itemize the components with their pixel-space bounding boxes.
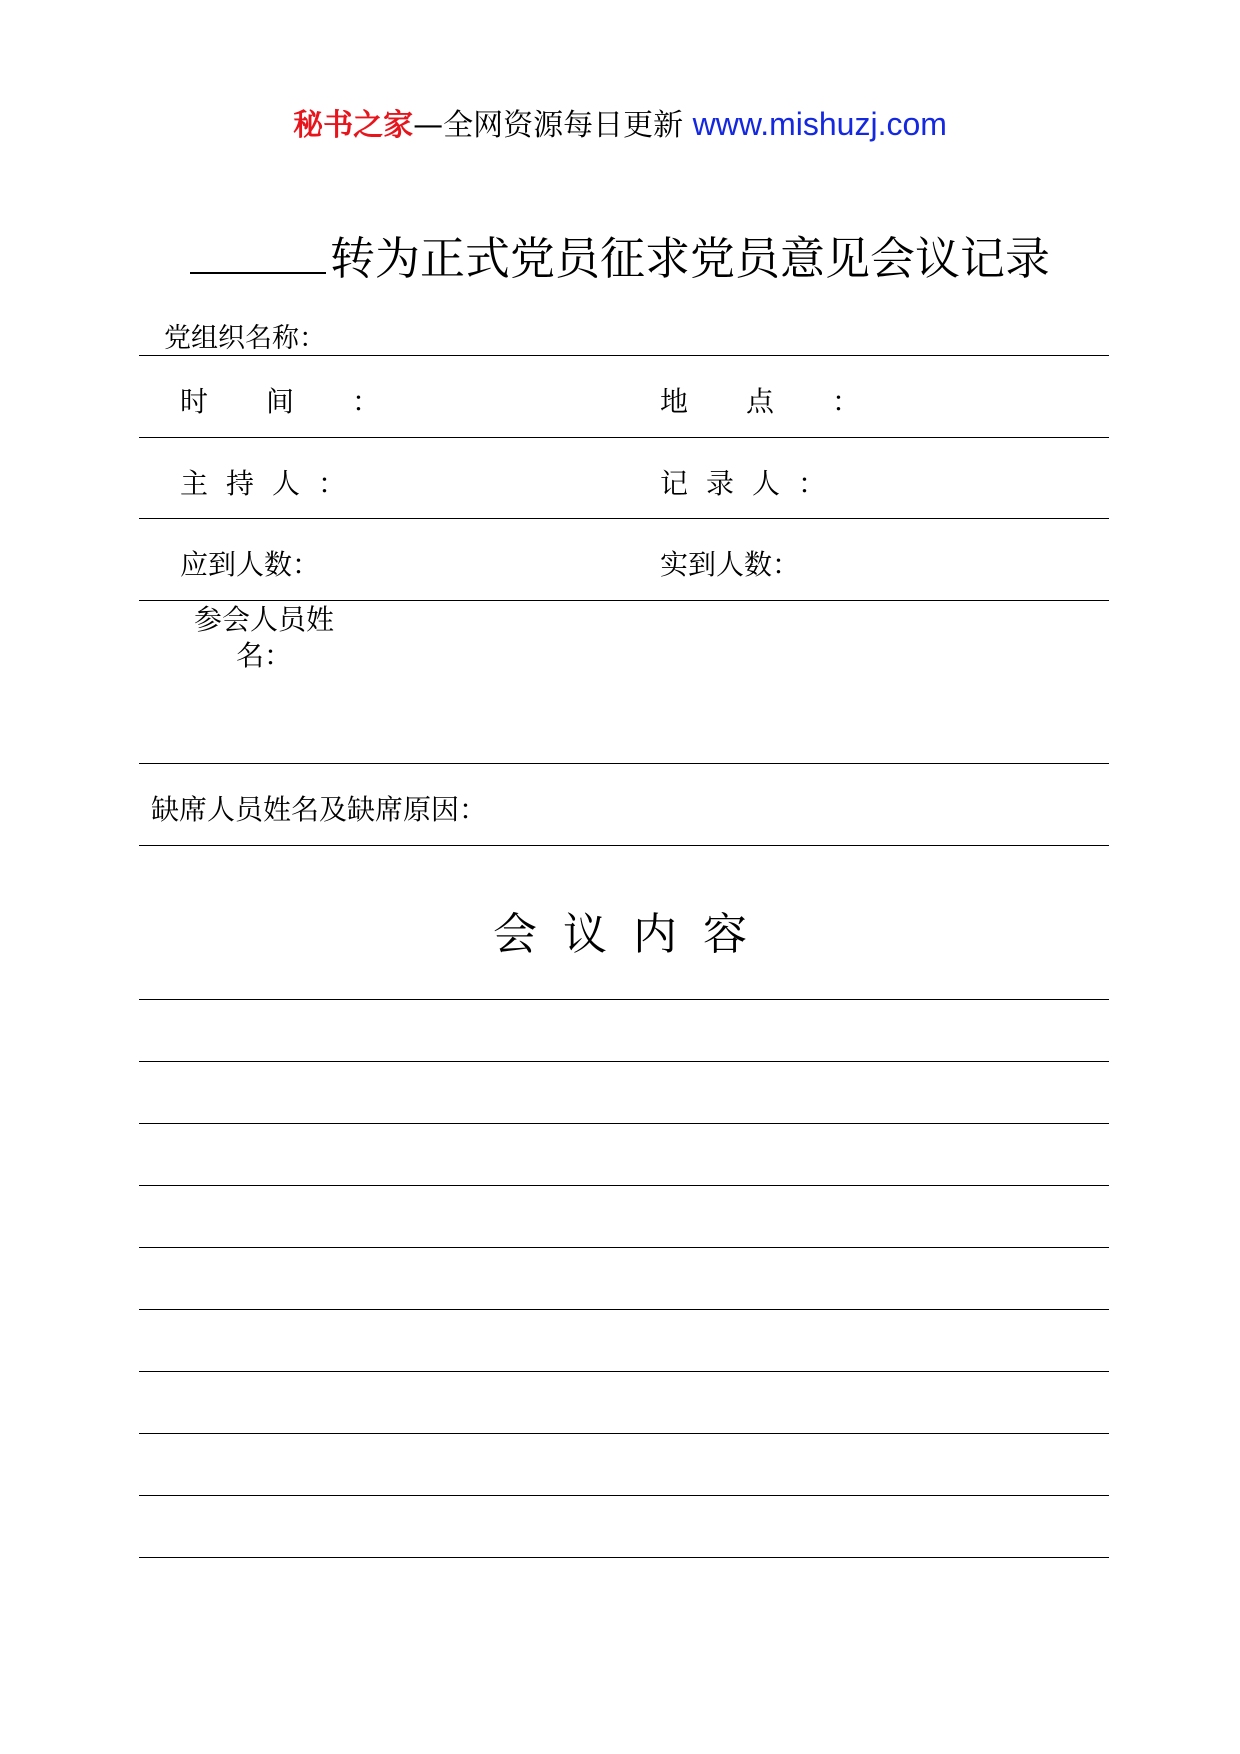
- divider-line: [139, 355, 1109, 356]
- content-line[interactable]: [139, 1061, 1109, 1062]
- divider-line: [139, 763, 1109, 764]
- site-url-link[interactable]: www.mishuzj.com: [692, 106, 947, 142]
- content-line[interactable]: [139, 1433, 1109, 1434]
- document-title-text: 转为正式党员征求党员意见会议记录: [329, 232, 1050, 285]
- host-label: 主持人：: [180, 467, 365, 500]
- org-name-label: 党组织名称：: [164, 323, 326, 354]
- recorder-label: 记录人：: [660, 467, 845, 500]
- content-line[interactable]: [139, 1185, 1109, 1186]
- document-title: [0, 222, 1240, 287]
- place-label: 地点：: [660, 385, 919, 418]
- content-line[interactable]: [139, 1495, 1109, 1496]
- actual-count-label: 实到人数：: [660, 548, 801, 581]
- expected-count-label: 应到人数：: [180, 548, 321, 581]
- time-label: 时间：: [180, 385, 439, 418]
- content-line[interactable]: [139, 999, 1109, 1000]
- divider-line: [139, 437, 1109, 438]
- content-line[interactable]: [139, 1247, 1109, 1248]
- divider-line: [139, 600, 1109, 601]
- absent-label: 缺席人员姓名及缺席原因：: [151, 793, 488, 826]
- site-header: [0, 100, 1240, 144]
- meeting-content-title: 会议内容: [493, 909, 773, 960]
- brand-name: 秘书之家: [293, 108, 414, 143]
- content-line[interactable]: [139, 1371, 1109, 1372]
- attendees-label: 参会人员姓名：: [193, 603, 334, 672]
- content-line[interactable]: [139, 1557, 1109, 1558]
- divider-line: [139, 518, 1109, 519]
- content-line[interactable]: [139, 1309, 1109, 1310]
- divider-line: [139, 845, 1109, 846]
- content-line[interactable]: [139, 1123, 1109, 1124]
- name-blank-field[interactable]: [190, 228, 326, 274]
- header-tagline: —全网资源每日更新: [413, 108, 684, 143]
